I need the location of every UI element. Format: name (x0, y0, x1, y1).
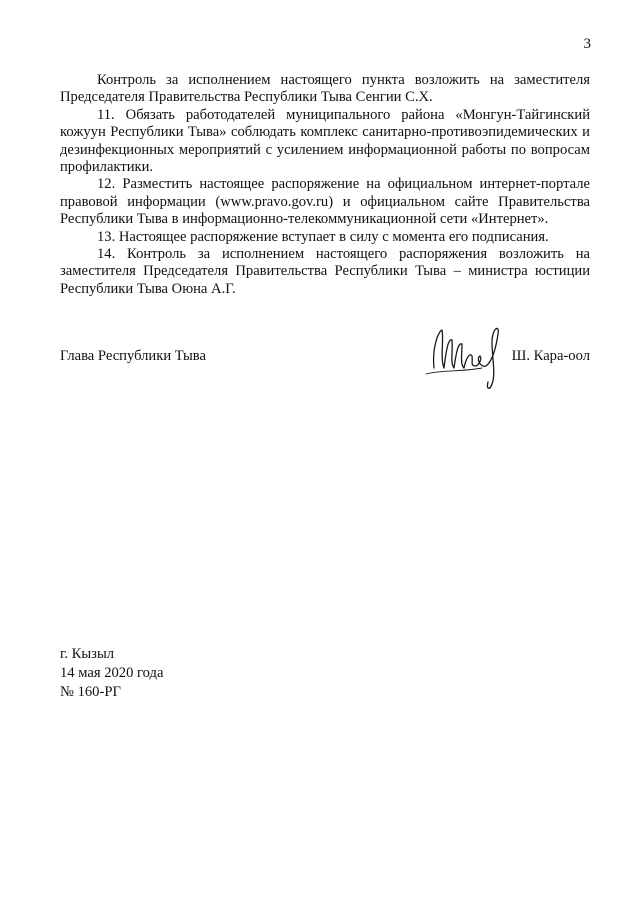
page-number: 3 (583, 36, 591, 52)
paragraph-13: 13. Настоящее распоряжение вступает в силу с момента его подписания. (97, 228, 549, 245)
paragraph-control-clause: Контроль за исполнением настоящего пункта возложить на заместителя Председателя Правительства Республики Тыва Сенгии С.Х. (60, 72, 590, 106)
handwritten-signature (420, 318, 510, 390)
signature-block (60, 318, 590, 390)
paragraph-11: 11. Обязать работодателей муниципального района «Монгун-Тайгинский кожуун Республики Тыва» соблюдать комплекс санитарно-противоэпидемических и дезинфекционных мероприятий с усилением информационной работы по вопросам профилактики. (60, 106, 590, 176)
signer-title: Глава Республики Тыва (60, 348, 206, 364)
document-body (60, 72, 590, 298)
document-number: № 160-РГ (60, 684, 121, 700)
issue-city: г. Кызыл (60, 646, 115, 662)
issue-date: 14 мая 2020 года (60, 665, 164, 681)
paragraph-12: 12. Разместить настоящее распоряжение на официальном интернет-портале правовой информации (www.pravo.gov.ru) и официальном сайте Правительства Республики Тыва в информационно-телекоммуникационной сети «Интернет». (60, 176, 590, 228)
paragraph-14: 14. Контроль за исполнением настоящего распоряжения возложить на заместителя Председателя Правительства Республики Тыва – министра юстиции Республики Тыва Оюна А.Г. (60, 246, 590, 297)
signer-name: Ш. Кара-оол (511, 348, 590, 364)
issue-details (60, 645, 163, 702)
